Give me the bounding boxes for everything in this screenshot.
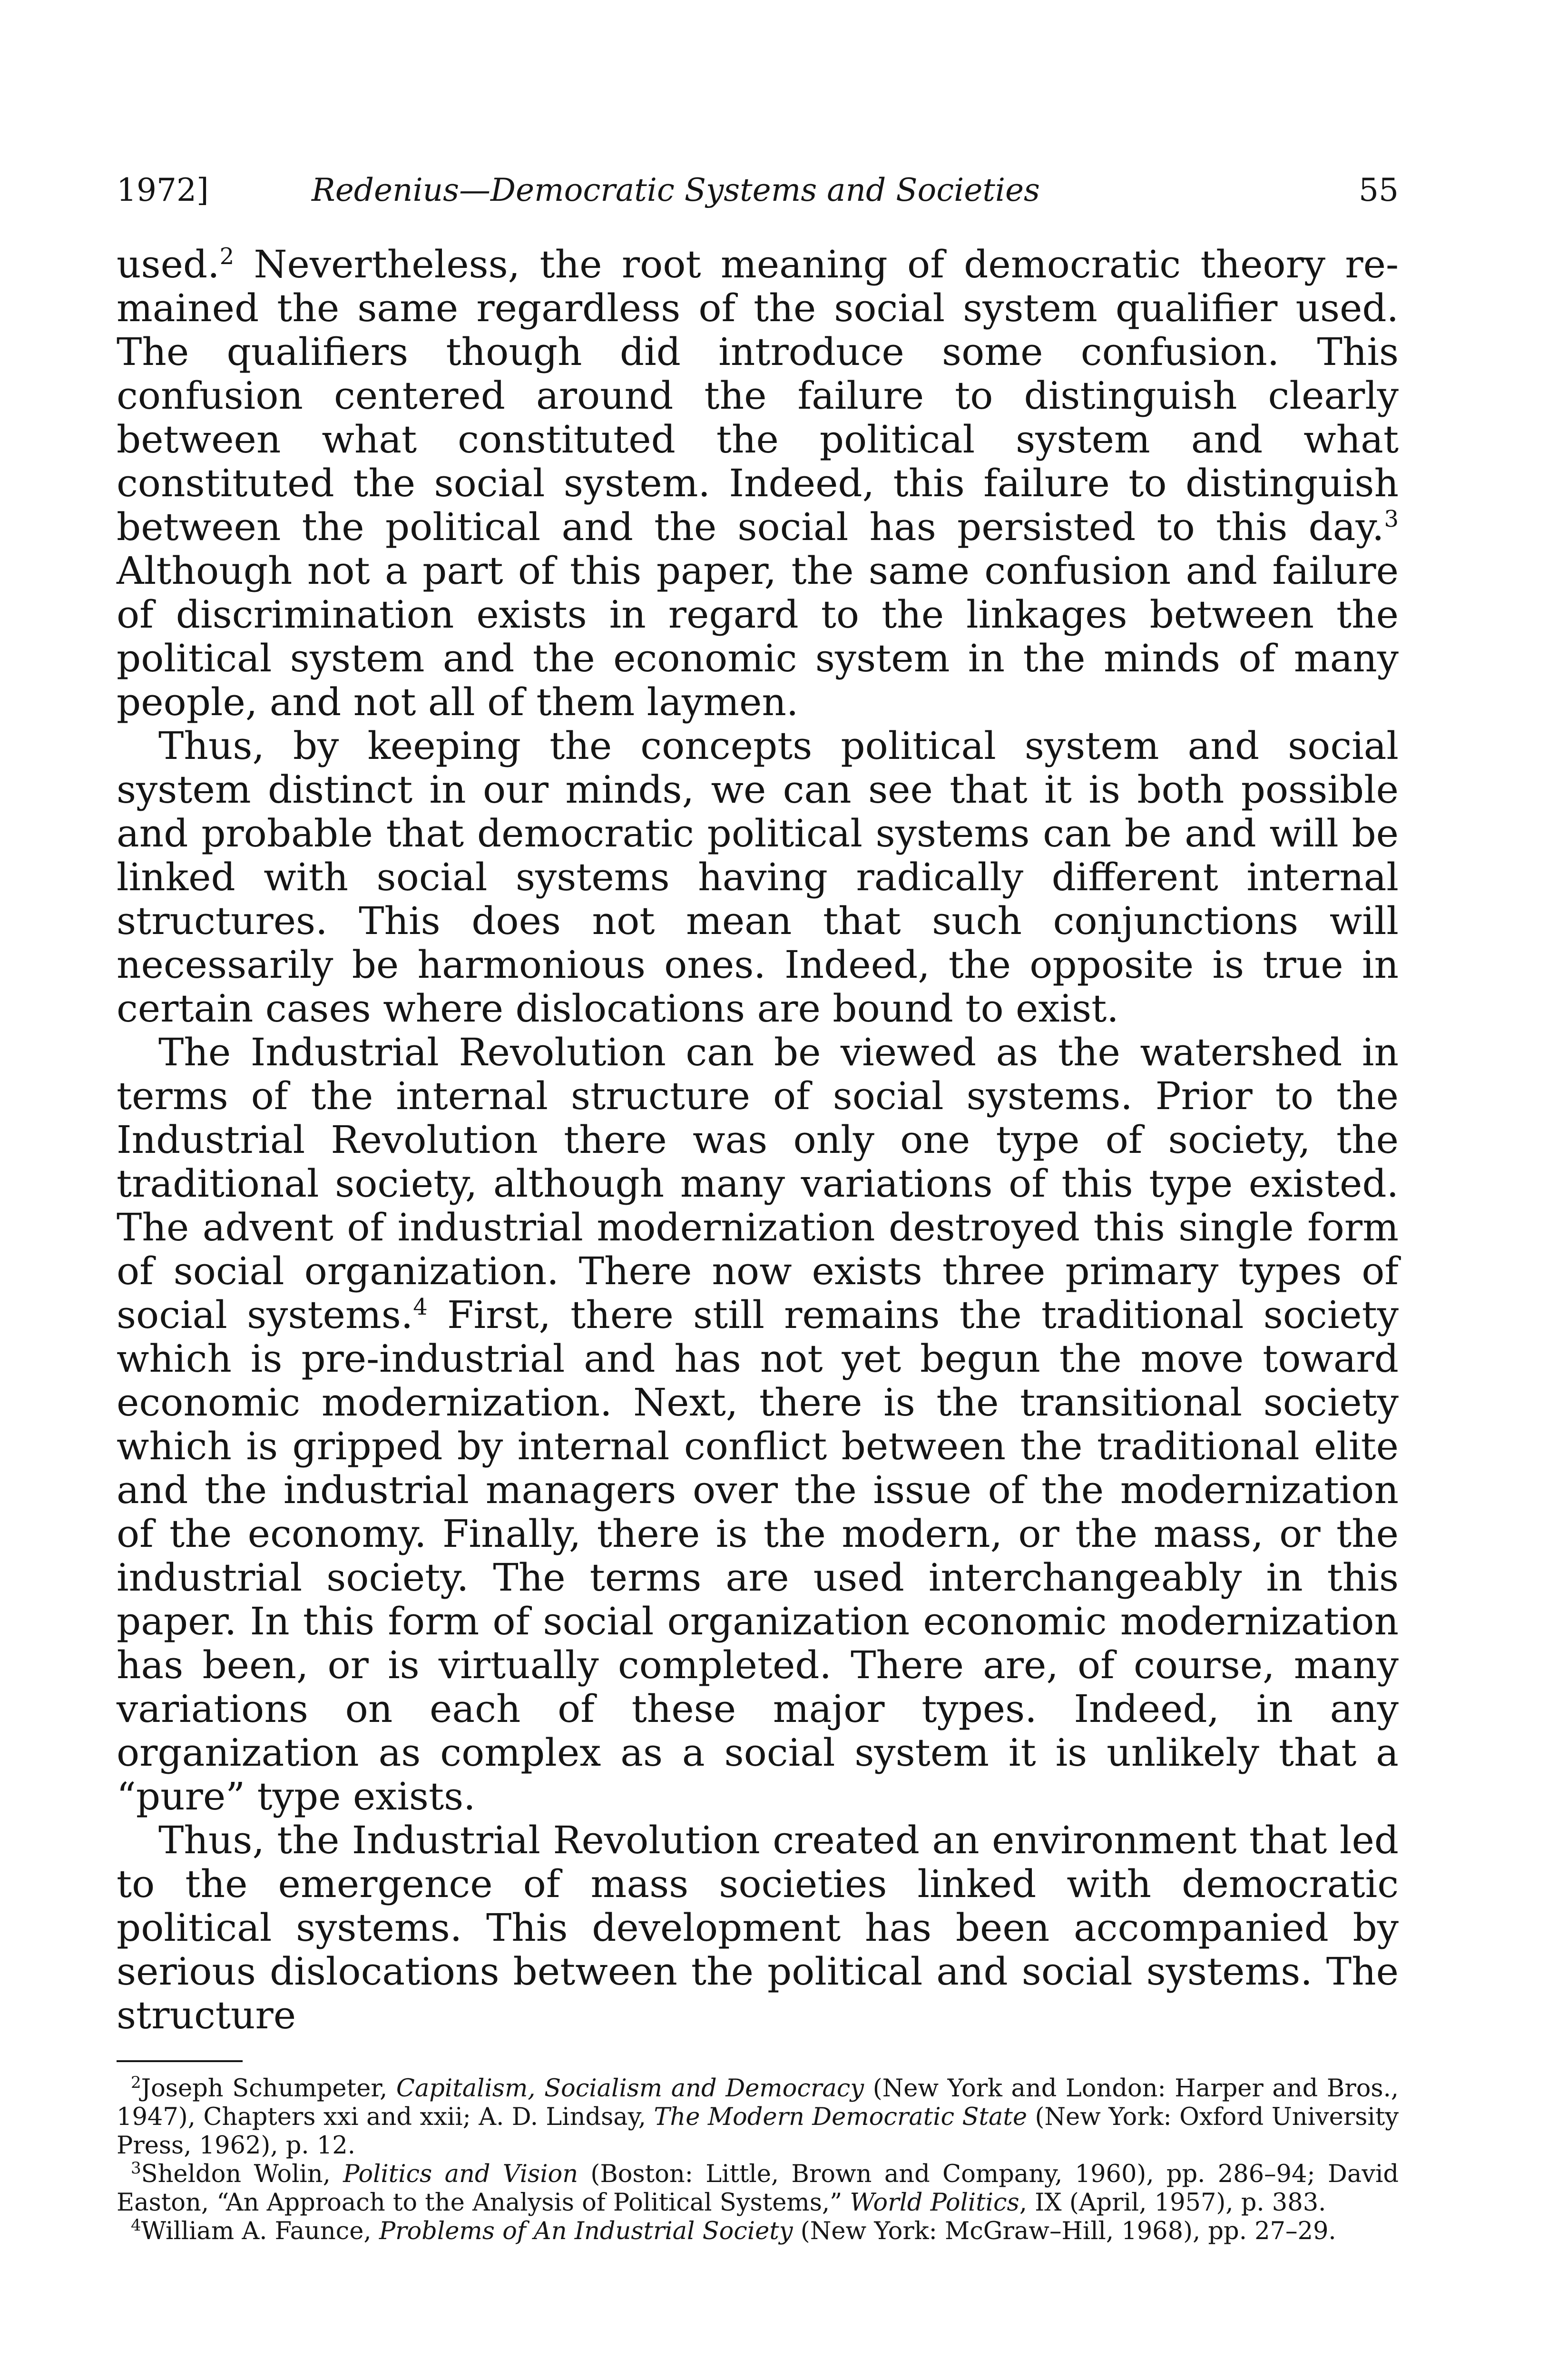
paragraph-1: [117, 243, 1399, 724]
footnote-mark: 3: [131, 2159, 141, 2178]
footnote-title: Capitalism, Socialism and Democracy: [396, 2074, 864, 2103]
paragraph-3-text-b: First, there still remains the traditional society which is pre-industrial and has not yet begun the move toward economic modernization. Next, there is the transitional society which is gripped by internal conflict between the traditional elite and the industrial managers over the issue of the modernization of the economy. Finally, there is the modern, or the mass, or the industrial society. The terms are used interchangeably in this paper. In this form of social organization economic modernization has been, or is virtually completed. There are, of course, many variations on each of these major types. Indeed, in any organization as complex as a social system it is unlikely that a “pure” type exists.: [117, 1293, 1399, 1819]
footnote-details: (Boston: Little, Brown and Company, 1960), pp. 286–94; David Easton, “An Approach to the Analysis of Political Systems,”: [117, 2160, 1399, 2217]
footnote-author: Sheldon Wolin,: [141, 2160, 343, 2188]
body-text: [117, 243, 1399, 2037]
footnote-ref-3: 3: [1384, 506, 1399, 532]
footnote-details-2: , IX (April, 1957), p. 383.: [1019, 2189, 1326, 2217]
paragraph-3: [117, 1031, 1399, 1819]
running-head: [117, 167, 1399, 214]
footnote-mark: 2: [131, 2073, 141, 2092]
footnote-divider: [117, 2060, 243, 2062]
footnotes: [117, 2074, 1399, 2246]
footnote-author: William A. Faunce,: [141, 2217, 379, 2245]
running-head-year: 1972]: [117, 172, 209, 208]
footnote-title: Politics and Vision: [343, 2160, 578, 2188]
footnote-details: (New York and London: Harper and Bros., 1947), Chapters xxi and xxii; A. D. Lindsay,: [117, 2074, 1399, 2131]
footnote-ref-2: 2: [219, 243, 235, 270]
paragraph-1-text-c: Although not a part of this paper, the same confusion and failure of discrimination exists in regard to the linkages between the political system and the economic system in the minds of many people, and not all of them laymen.: [117, 549, 1399, 724]
page-number: 55: [1359, 172, 1399, 208]
footnote-3: [117, 2160, 1399, 2217]
footnote-details-2: (New York: Oxford University Press, 1962), p. 12.: [117, 2103, 1399, 2160]
paragraph-1-text-b: Nevertheless, the root meaning of democratic theory remained the same regardless of the social system qualifier used. The qualifiers though did introduce some confusion. This confusion centered around the failure to distinguish clearly between what constituted the political system and what constituted the social system. Indeed, this failure to distinguish between the political and the social has persisted to this day.: [117, 242, 1399, 549]
footnote-mark: 4: [131, 2216, 141, 2235]
paragraph-2: Thus, by keeping the concepts political system and social system distinct in our minds, we can see that it is both possible and probable that democratic political systems can be and will be linked with social systems having radically different internal structures. This does not mean that such conjunctions will necessarily be harmonious ones. Indeed, the opposite is true in certain cases where dislocations are bound to exist.: [117, 724, 1399, 1031]
footnote-title: Problems of An Industrial Society: [379, 2217, 793, 2245]
footnote-title-2: The Modern Democratic State: [654, 2103, 1028, 2131]
page: [117, 167, 1399, 2246]
running-head-title: Redenius—Democratic Systems and Societies: [312, 172, 1040, 208]
footnote-4: [117, 2217, 1399, 2246]
paragraph-3-text-a: The Industrial Revolution can be viewed as the watershed in terms of the internal structure of social systems. Prior to the Industrial Revolution there was only one type of society, the traditional society, although many variations of this type existed. The advent of industrial modernization destroyed this single form of social organization. There now exists three primary types of social systems.: [117, 1030, 1399, 1337]
footnote-details: (New York: McGraw–Hill, 1968), pp. 27–29.: [793, 2217, 1336, 2245]
paragraph-1-text-a: used.: [117, 242, 220, 286]
footnote-2: [117, 2074, 1399, 2160]
paragraph-4: Thus, the Industrial Revolution created an environment that led to the emergence of mass societies linked with democratic political systems. This development has been accompanied by serious dislocations between the political and social systems. The structure: [117, 1818, 1399, 2037]
footnote-title-2: World Politics: [850, 2189, 1019, 2217]
footnote-author: Joseph Schumpeter,: [141, 2074, 396, 2103]
footnote-ref-4: 4: [413, 1294, 428, 1320]
